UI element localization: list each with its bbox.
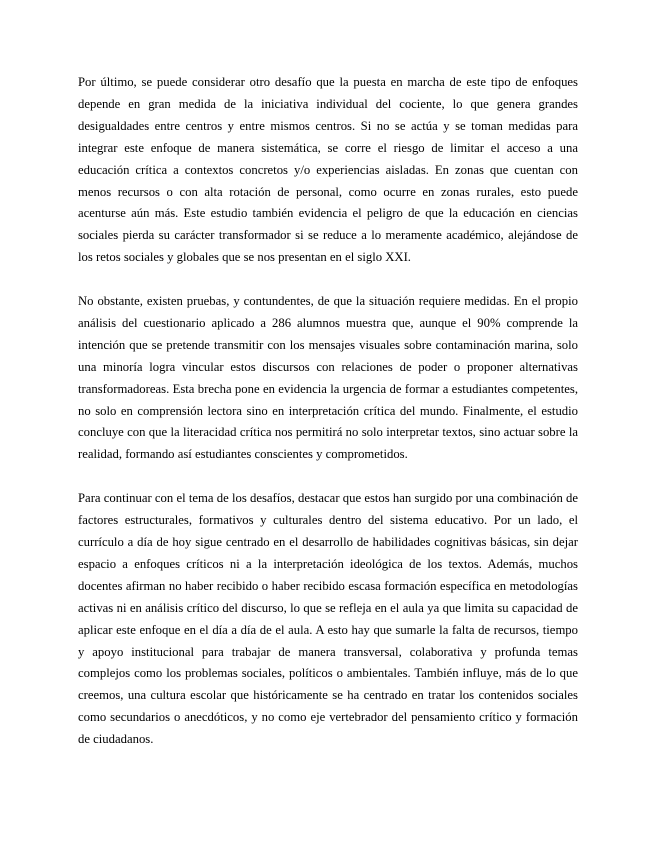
paragraph-evidence-study: No obstante, existen pruebas, y contundentes, de que la situación requiere medidas. En el propio análisis del cuestionario aplicado a 286 alumnos muestra que, aunque el 90% comprende la intención que se pretende transmitir con los mensajes visuales sobre contaminación marina, solo una minoría logra vincular estos discursos con relaciones de poder o proponer alternativas transformadoreas. Esta brecha pone en evidencia la urgencia de formar a estudiantes competentes, no solo en comprensión lectora sino en interpretación crítica del mundo. Finalmente, el estudio concluye con que la literacidad crítica nos permitirá no solo interpretar textos, sino actuar sobre la realidad, formando así estudiantes conscientes y comprometidos. [78,294,578,462]
paragraph-structural-factors: Para continuar con el tema de los desafíos, destacar que estos han surgido por una combinación de factores estructurales, formativos y culturales dentro del sistema educativo. Por un lado, el currículo a día de hoy sigue centrado en el desarrollo de habilidades cognitivas básicas, sin dejar espacio a enfoques críticos ni a la interpretación ideológica de los textos. Además, muchos docentes afirman no haber recibido o haber recibido escasa formación específica en metodologías activas ni en análisis crítico del discurso, lo que se refleja en el aula ya que limita su capacidad de aplicar este enfoque en el día a día de el aula. A esto hay que sumarle la falta de recursos, tiempo y apoyo institucional para trabajar de manera transversal, colaborativa y profunda temas complejos como los problemas sociales, políticos o ambientales. También influye, más de lo que creemos, una cultura escolar que históricamente se ha centrado en tratar los contenidos sociales como secundarios o anecdóticos, y no como eje vertebrador del pensamiento crítico y formación de ciudadanos. [78,491,578,747]
paragraph-challenges-initiative: Por último, se puede considerar otro desafío que la puesta en marcha de este tipo de enfoques depende en gran medida de la iniciativa individual del cociente, lo que genera grandes desigualdades entre centros y entre mismos centros. Si no se actúa y se toman medidas para integrar este enfoque de manera sistemática, se corre el riesgo de limitar el acceso a una educación crítica a contextos concretos y/o experiencias aisladas. En zonas que cuentan con menos recursos o con alta rotación de personal, como ocurre en zonas rurales, esto puede acenturse aún más. Este estudio también evidencia el peligro de que la educación en ciencias sociales pierda su carácter transformador si se reduce a lo meramente académico, alejándose de los retos sociales y globales que se nos presentan en el siglo XXI. [78,75,578,265]
document-body [78,72,578,751]
